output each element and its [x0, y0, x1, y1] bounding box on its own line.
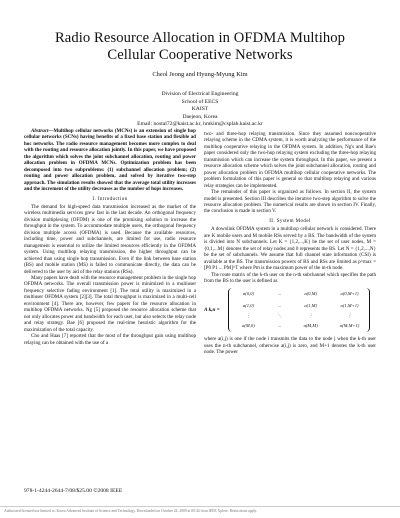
affiliation — [0, 91, 400, 129]
matrix-cell: ⋱ — [277, 313, 282, 319]
matrix-cell: a(1,M) — [304, 303, 317, 309]
copyright-line: 978-1-4244-2644-7/08/$25.00 ©2008 IEEE — [24, 488, 123, 494]
abstract — [24, 128, 196, 193]
paragraph: The remainder of this paper is organized as follows. In section II, the system model is presented. Section III describes the iterative two-step algorithm to solve the resource allocation problem. The numerical results are shown in section IV. Finally, the conclusion is made in section V. — [204, 189, 376, 215]
affiliation-line: KAIST — [191, 106, 209, 113]
title-line-2: Cellular Cooperative Networks — [107, 47, 293, 63]
paper-title — [20, 30, 380, 64]
matrix-cell: ⋮ — [347, 313, 352, 319]
authors: Cheol Jeong and Hyung-Myung Kim — [152, 71, 248, 78]
title-line-1: Radio Resource Allocation in OFDMA Multihop — [54, 30, 346, 46]
paragraph: A downlink OFDMA system in a multihop cellular network is considered. There are K mobile users and M mobile RSs served by a BS. The bandwidth of the system is divided into N subchannels. Let K = {1,2,...,K} be the set of user nodes, M = {0,1,...M} denotes the set of relay nodes and 0 represents the BS. Let N = {1,2,...,N} be the set of subchannels. We assume that full channel state information (CSI) is available at the BS. The transmission powers of BS and RSs are limited as p^max = [P0 P1 ... PM]^T where Pm is the maximum power of the m-th node. — [204, 226, 376, 272]
matrix-cell: a(M,M+1) — [339, 323, 360, 329]
matrix-cell: ... — [277, 303, 282, 309]
left-column — [24, 128, 196, 346]
abstract-text: —Multihop cellular networks (MCNs) is an extension of single hop cellular networks (SCNs) having benefits of a fixed base station and flexible ad hoc networks. The radio resource management becomes more complex to deal with the routing and resource allocation jointly. In this paper, we have proposed the algorithm which solves the joint subchannel allocation, routing and power allocation problem in OFDMA MCNs. Optimization problem has been decomposed into two subproblems: (1) subchannel allocation problem; (2) routing and power allocation problem, and solved by iterative two-step approach. The simulation results showed that the average total utility increases and the increment of the utility decreases as the number of hops increases. — [24, 128, 196, 193]
download-footer: Authorized licensed use limited to: Korea Advanced Institute of Science and Technology. Downloaded on October 24, 2009 at 00:44 from IEEE Xplore. Restrictions apply. — [4, 509, 258, 513]
paragraph: The route matrix of the k-th user on the n-th subchannel which specifies the path from the BS to the user is defined as — [204, 271, 376, 284]
matrix-cell: ... — [277, 291, 282, 297]
affiliation-line: Division of Electrical Engineering — [161, 91, 239, 97]
email-line: Email: nostal72@kaist.ac.kr, hmkim@csplah.kaist.ac.kr — [137, 121, 263, 128]
matrix-cell: a(M,M) — [303, 323, 318, 329]
matrix-cell: a(1,M+1) — [340, 303, 359, 309]
footer-divider — [0, 506, 400, 507]
abstract-label: Abstract — [31, 128, 49, 134]
matrix-cell: ... — [277, 323, 282, 329]
section-heading: II. System Model — [269, 217, 311, 224]
matrix-cell: a(0,M+1) — [340, 291, 359, 297]
matrix-cell: ⋮ — [246, 313, 251, 319]
matrix-body — [228, 288, 370, 332]
paragraph: Cho and Haas [7] reported that the most of the throughput gain using multihop relaying can be obtained with the use of a — [24, 333, 196, 346]
affiliation-line: Daejeon, Korea — [182, 113, 218, 120]
matrix-cell: ⋮ — [308, 313, 313, 319]
paragraph: Many papers have dealt with the resource management problem in the single hop OFDMA networks. The overall transmission power is minimized in a multiuser frequency selective fading environment [1]. The total utility is maximized in a multiuser OFDMA system [2][3]. The total throughput is maximized in a multi-cell environment [4]. There are, however, few papers for the resource allocation in multihop OFDMA networks. Ng [5] proposed the resource allocation scheme that not only allocates power and bandwidth for each user, but also selects the relay node and relay strategy. Bae [6] proposed the real-time heuristic algorithm for the maximization of the total capacity. — [24, 274, 196, 333]
route-matrix — [204, 288, 376, 332]
section-heading: I. Introduction — [92, 195, 128, 202]
paragraph: two- and three-hop relaying transmission. Since they assumed noncooperative relaying scheme in the CDMA system, it is worth analyzing the performance of the multihop cooperative relaying in the OFDMA system. In addition, Ng's and Bae's paper considered only the two-hop relaying system excluding the three-hop relaying transmission which can increase the system throughput. In this paper, we present a resource allocation scheme which solves the joint subchannel allocation, routing and power allocation problem in OFDMA multihop cellular cooperative networks. The problem formulation of this paper is general so that multihop relaying and various relay strategies can be implemented. — [204, 131, 376, 189]
right-column — [204, 131, 376, 356]
matrix-cell: a(1,0) — [242, 303, 254, 309]
matrix-label: A k,n = — [204, 307, 220, 314]
matrix-cell: a(0,M) — [304, 291, 317, 297]
matrix-cell: a(M,0) — [242, 323, 255, 329]
paragraph: where a(i,j) is one if the node i transmits the data to the node j when the k-th user uses the n-th subchannel, otherwise a(i,j) is zero, and M+1 denotes the k-th user node. The power — [204, 336, 376, 356]
affiliation-line: School of EECS — [181, 98, 219, 105]
paragraph: The demand for high-speed data transmission increased as the market of the wireless multimedia services grew fast in the last decade. An orthogonal frequency division multiplexing (OFDM) is one of the promising solution to increase the throughput in the system. To accommodate multiple users, the orthogonal frequency division multiple access (OFDMA) is used. Because the available resources, including time, power and subchannels, are limited for use, radio resource management is essential to utilize the limited resources efficiently in the OFDMA system. Using multihop relaying transmission, the higher throughput can be achieved than using single hop transmission. Even if the link between base station (BS) and mobile station (MS) is failed to communicate directly, the data can be delivered to the user by aid of the relay stations (RSs). — [24, 203, 196, 275]
matrix-cell: a(0,0) — [242, 291, 254, 297]
